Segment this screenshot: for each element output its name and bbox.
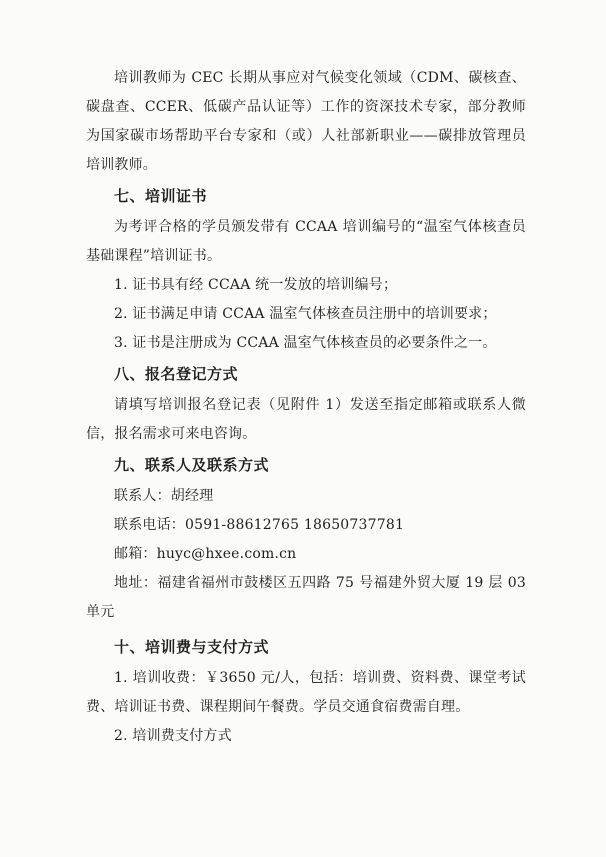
document-body	[86, 64, 526, 751]
payment-method-paragraph: 2. 培训费支付方式	[114, 728, 232, 744]
certificate-item-1: 1. 证书具有经 CCAA 统一发放的培训编号；	[114, 277, 398, 293]
certificate-intro: 为考评合格的学员颁发带有 CCAA 培训编号的“温室气体核查员基础课程”培训证书。	[86, 219, 526, 264]
contact-email: 邮箱：huyc@hxee.com.cn	[114, 546, 297, 562]
section-8-heading: 八、报名登记方式	[114, 365, 239, 383]
contact-phone: 联系电话：0591-88612765 18650737781	[114, 517, 405, 533]
contact-address: 地址：福建省福州市鼓楼区五四路 75 号福建外贸大厦 19 层 03 单元	[86, 575, 526, 620]
section-10-heading: 十、培训费与支付方式	[114, 638, 270, 656]
contact-person: 联系人：胡经理	[114, 488, 214, 504]
teachers-paragraph: 培训教师为 CEC 长期从事应对气候变化领域（CDM、碳核查、碳盘查、CCER、低碳产品认证等）工作的资深技术专家，部分教师为国家碳市场帮助平台专家和（或）人社部新职业——碳排放管理员培训教师。	[86, 70, 526, 173]
certificate-item-3: 3. 证书是注册成为 CCAA 温室气体核查员的必要条件之一。	[114, 335, 497, 351]
section-9-heading: 九、联系人及联系方式	[114, 456, 270, 474]
registration-paragraph: 请填写培训报名登记表（见附件 1）发送至指定邮箱或联系人微信，报名需求可来电咨询。	[86, 397, 526, 442]
section-7-heading: 七、培训证书	[114, 187, 208, 205]
fee-paragraph: 1. 培训收费：￥3650 元/人，包括：培训费、资料费、课堂考试费、培训证书费、课程期间午餐费。学员交通食宿费需自理。	[86, 670, 526, 715]
certificate-item-2: 2. 证书满足申请 CCAA 温室气体核查员注册中的培训要求；	[114, 306, 497, 322]
